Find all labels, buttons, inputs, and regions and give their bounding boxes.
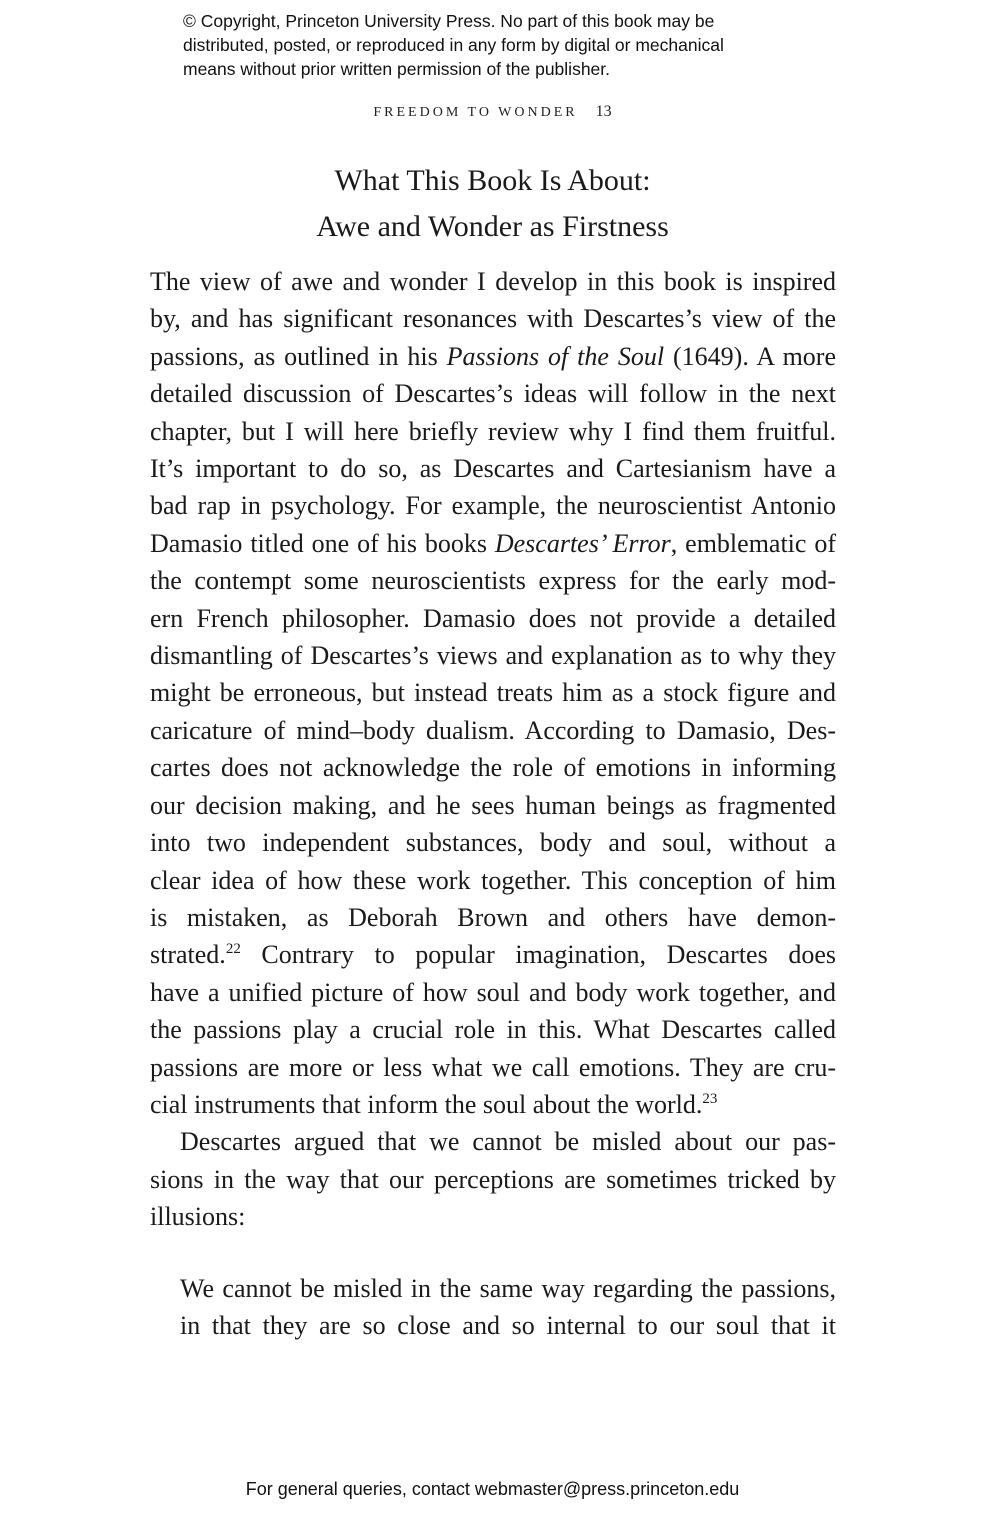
text-line [150,338,836,375]
text-line: our decision making, and he sees human beings as fragmented [150,790,836,820]
text-run: (1649). A more [664,341,836,371]
text-line: the contempt some neuroscientists express for the early mod- [150,566,836,596]
text-run: strated. [150,940,226,970]
text-line [150,936,836,973]
section-heading [0,158,985,250]
text-line: in that they are so close and so internal to our soul that it [180,1311,836,1341]
paragraph [150,263,836,1123]
text-line: It’s important to do so, as Descartes and Cartesianism have a [150,454,836,484]
running-head [0,103,985,121]
text-line: detailed discussion of Descartes’s ideas will follow in the next [150,379,836,409]
text-line: sions in the way that our perceptions are sometimes tricked by [150,1164,836,1194]
running-head-title: FREEDOM TO WONDER [373,105,578,120]
text-line: chapter, but I will here briefly review why I find them fruitful. [150,416,836,446]
text-run: cial instruments that inform the soul about the world. [150,1089,703,1119]
text-line: dismantling of Descartes’s views and explanation as to why they [150,641,836,671]
text-line: passions are more or less what we call emotions. They are cru- [150,1052,836,1082]
footnote-ref[interactable]: 22 [225,941,241,958]
text-line: We cannot be misled in the same way regarding the passions, [180,1274,836,1303]
copyright-line: © Copyright, Princeton University Press. No part of this book may be [183,11,715,31]
section-heading-line: Awe and Wonder as Firstness [316,210,669,243]
section-heading-line: What This Book Is About: [334,164,651,197]
text-line: ern French philosopher. Damasio does not provide a detailed [150,603,836,633]
book-title-italic: Passions of the Soul [446,341,665,371]
text-run: passions, as outlined in his [150,341,447,371]
copyright-notice [183,9,843,81]
book-title-italic: Descartes’ Error [494,528,671,558]
text-line [150,1086,836,1123]
text-line: The view of awe and wonder I develop in this book is inspired [150,267,836,296]
text-line: cartes does not acknowledge the role of emotions in informing [150,753,836,783]
text-line: have a unified picture of how soul and body work together, and [150,977,836,1007]
text-line: illusions: [150,1202,246,1232]
copyright-line: means without prior written permission of the publisher. [183,59,611,79]
copyright-line: distributed, posted, or reproduced in any form by digital or mechanical [183,35,724,55]
body-text [150,263,836,1236]
text-line: caricature of mind–body dualism. According to Damasio, Des- [150,715,836,745]
text-line: Descartes argued that we cannot be misled about our pas- [180,1127,836,1157]
text-line: bad rap in psychology. For example, the neuroscientist Antonio [150,491,836,521]
footer-contact: For general queries, contact webmaster@press.princeton.edu [245,1479,740,1499]
text-line [150,525,836,562]
paragraph [150,1123,836,1235]
text-line: the passions play a crucial role in this. What Descartes called [150,1015,836,1045]
footnote-ref[interactable]: 23 [702,1090,718,1107]
text-line: clear idea of how these work together. This conception of him [150,865,836,895]
text-line: might be erroneous, but instead treats him as a stock figure and [150,678,836,708]
text-run: Contrary to popular imagination, Descartes does [240,940,836,970]
text-line: by, and has significant resonances with Descartes’s view of the [150,304,836,334]
block-quote [180,1270,836,1345]
text-line: into two independent substances, body and soul, without a [150,828,836,858]
text-run: , emblematic of [670,528,836,558]
text-run: Damasio titled one of his books [150,528,495,558]
page-number: 13 [595,103,612,120]
text-line: is mistaken, as Deborah Brown and others have demon- [150,902,836,932]
